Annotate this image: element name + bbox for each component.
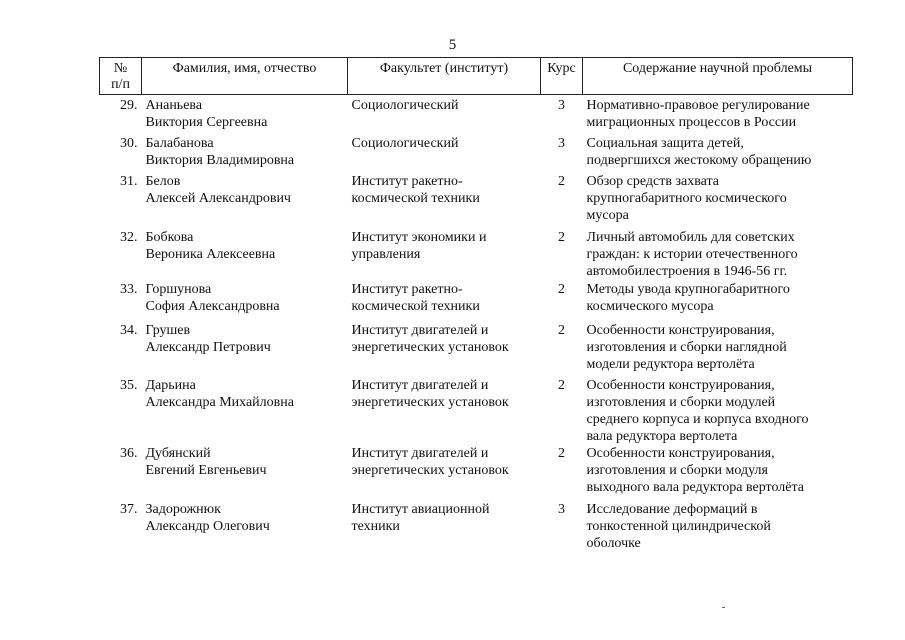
faculty-cell xyxy=(348,445,541,501)
faculty-line: Институт двигателей и xyxy=(351,323,489,338)
table-row xyxy=(100,229,853,281)
topic-line: тонкостенной цилиндрической xyxy=(586,519,771,534)
student-name xyxy=(142,95,348,136)
topic-line: миграционных процессов в России xyxy=(586,115,797,130)
student-surname: Задорожнюк xyxy=(145,502,221,517)
faculty-line: энергетических установок xyxy=(351,340,509,355)
faculty-line: техники xyxy=(351,519,400,534)
faculty-line: Институт двигателей и xyxy=(351,378,489,393)
topic-line: среднего корпуса и корпуса входного xyxy=(586,412,809,427)
faculty-line: космической техники xyxy=(351,191,480,206)
student-given-names: Евгений Евгеньевич xyxy=(145,463,267,478)
faculty-cell xyxy=(348,501,541,555)
student-name xyxy=(142,135,348,173)
course-cell: 2 xyxy=(558,446,565,461)
header-num-abbr: п/п xyxy=(111,77,130,92)
topic-line: Социальная защита детей, xyxy=(586,136,744,151)
student-surname: Горшунова xyxy=(145,282,212,297)
table-body xyxy=(100,95,853,556)
table-row xyxy=(100,95,853,136)
topic-cell xyxy=(583,229,853,281)
header-course: Курс xyxy=(541,58,583,95)
table-row xyxy=(100,445,853,501)
table-row xyxy=(100,135,853,173)
course-cell: 2 xyxy=(558,378,565,393)
header-name: Фамилия, имя, отчество xyxy=(142,58,348,95)
student-name xyxy=(142,173,348,229)
student-name xyxy=(142,322,348,377)
course-cell: 3 xyxy=(558,502,565,517)
topic-cell xyxy=(583,281,853,322)
student-surname: Балабанова xyxy=(145,136,214,151)
student-given-names: Виктория Сергеевна xyxy=(145,115,268,130)
faculty-cell xyxy=(348,229,541,281)
topic-cell xyxy=(583,322,853,377)
topic-line: крупногабаритного космического xyxy=(586,191,787,206)
row-number: 37. xyxy=(120,502,138,517)
student-surname: Бобкова xyxy=(145,230,194,245)
faculty-cell xyxy=(348,281,541,322)
student-surname: Дарьина xyxy=(145,378,196,393)
faculty-line: энергетических установок xyxy=(351,395,509,410)
student-surname: Белов xyxy=(145,174,181,189)
faculty-cell xyxy=(348,173,541,229)
topic-cell xyxy=(583,445,853,501)
course-cell: 2 xyxy=(558,323,565,338)
faculty-line: космической техники xyxy=(351,299,480,314)
faculty-line: энергетических установок xyxy=(351,463,509,478)
row-number: 35. xyxy=(120,378,138,393)
student-given-names: Вероника Алексеевна xyxy=(145,247,276,262)
row-number: 34. xyxy=(120,323,138,338)
student-name xyxy=(142,281,348,322)
student-name xyxy=(142,501,348,555)
course-cell: 2 xyxy=(558,230,565,245)
topic-line: выходного вала редуктора вертолёта xyxy=(586,480,804,495)
faculty-line: Социологический xyxy=(351,98,459,113)
topic-cell xyxy=(583,135,853,173)
row-number: 32. xyxy=(120,230,138,245)
faculty-cell xyxy=(348,135,541,173)
header-faculty: Факультет (институт) xyxy=(348,58,541,95)
topic-line: Особенности конструирования, xyxy=(586,378,775,393)
faculty-line: Институт ракетно- xyxy=(351,282,463,297)
students-table xyxy=(99,57,853,555)
course-cell: 3 xyxy=(558,98,565,113)
topic-cell xyxy=(583,173,853,229)
topic-line: изготовления и сборки наглядной xyxy=(586,340,787,355)
row-number: 31. xyxy=(120,174,138,189)
faculty-line: Институт авиационной xyxy=(351,502,490,517)
student-given-names: Алексей Александрович xyxy=(145,191,291,206)
student-given-names: Александра Михайловна xyxy=(145,395,294,410)
topic-line: Методы увода крупногабаритного xyxy=(586,282,790,297)
student-surname: Дубянский xyxy=(145,446,211,461)
header-num xyxy=(100,58,142,95)
topic-line: Нормативно-правовое регулирование xyxy=(586,98,810,113)
table-row xyxy=(100,377,853,445)
topic-line: модели редуктора вертолёта xyxy=(586,357,755,372)
faculty-line: Социологический xyxy=(351,136,459,151)
course-cell: 2 xyxy=(558,282,565,297)
faculty-line: Институт ракетно- xyxy=(351,174,463,189)
topic-line: автомобилестроения в 1946-56 гг. xyxy=(586,264,788,279)
table-header xyxy=(100,58,853,95)
topic-line: Обзор средств захвата xyxy=(586,174,720,189)
row-number: 29. xyxy=(120,98,138,113)
topic-line: изготовления и сборки модулей xyxy=(586,395,776,410)
student-given-names: София Александровна xyxy=(145,299,280,314)
header-topic: Содержание научной проблемы xyxy=(583,58,853,95)
topic-line: изготовления и сборки модуля xyxy=(586,463,768,478)
student-name xyxy=(142,445,348,501)
student-given-names: Виктория Владимировна xyxy=(145,153,295,168)
table-row xyxy=(100,322,853,377)
topic-line: космического мусора xyxy=(586,299,714,314)
row-number: 36. xyxy=(120,446,138,461)
faculty-cell xyxy=(348,377,541,445)
table-row xyxy=(100,173,853,229)
topic-cell xyxy=(583,501,853,555)
table-row xyxy=(100,501,853,555)
page-number: 5 xyxy=(448,37,457,53)
row-number: 30. xyxy=(120,136,138,151)
topic-line: Особенности конструирования, xyxy=(586,323,775,338)
topic-cell xyxy=(583,95,853,136)
row-number: 33. xyxy=(120,282,138,297)
topic-line: оболочке xyxy=(586,536,641,551)
topic-line: Личный автомобиль для советских xyxy=(586,230,795,245)
faculty-cell xyxy=(348,95,541,136)
faculty-line: Институт двигателей и xyxy=(351,446,489,461)
topic-cell xyxy=(583,377,853,445)
faculty-line: управления xyxy=(351,247,421,262)
topic-line: мусора xyxy=(586,208,629,223)
faculty-cell xyxy=(348,322,541,377)
header-num-symbol: № xyxy=(113,61,128,76)
topic-line: граждан: к истории отечественного xyxy=(586,247,798,262)
course-cell: 3 xyxy=(558,136,565,151)
topic-line: вала редуктора вертолета xyxy=(586,429,738,444)
student-given-names: Александр Петрович xyxy=(145,340,271,355)
student-surname: Грушев xyxy=(145,323,191,338)
table-row xyxy=(100,281,853,322)
faculty-line: Институт экономики и xyxy=(351,230,487,245)
student-surname: Ананьева xyxy=(145,98,203,113)
student-name xyxy=(142,229,348,281)
student-given-names: Александр Олегович xyxy=(145,519,270,534)
topic-line: Исследование деформаций в xyxy=(586,502,758,517)
student-name xyxy=(142,377,348,445)
scan-speck xyxy=(722,607,725,608)
topic-line: подвергшихся жестокому обращению xyxy=(586,153,812,168)
topic-line: Особенности конструирования, xyxy=(586,446,775,461)
course-cell: 2 xyxy=(558,174,565,189)
